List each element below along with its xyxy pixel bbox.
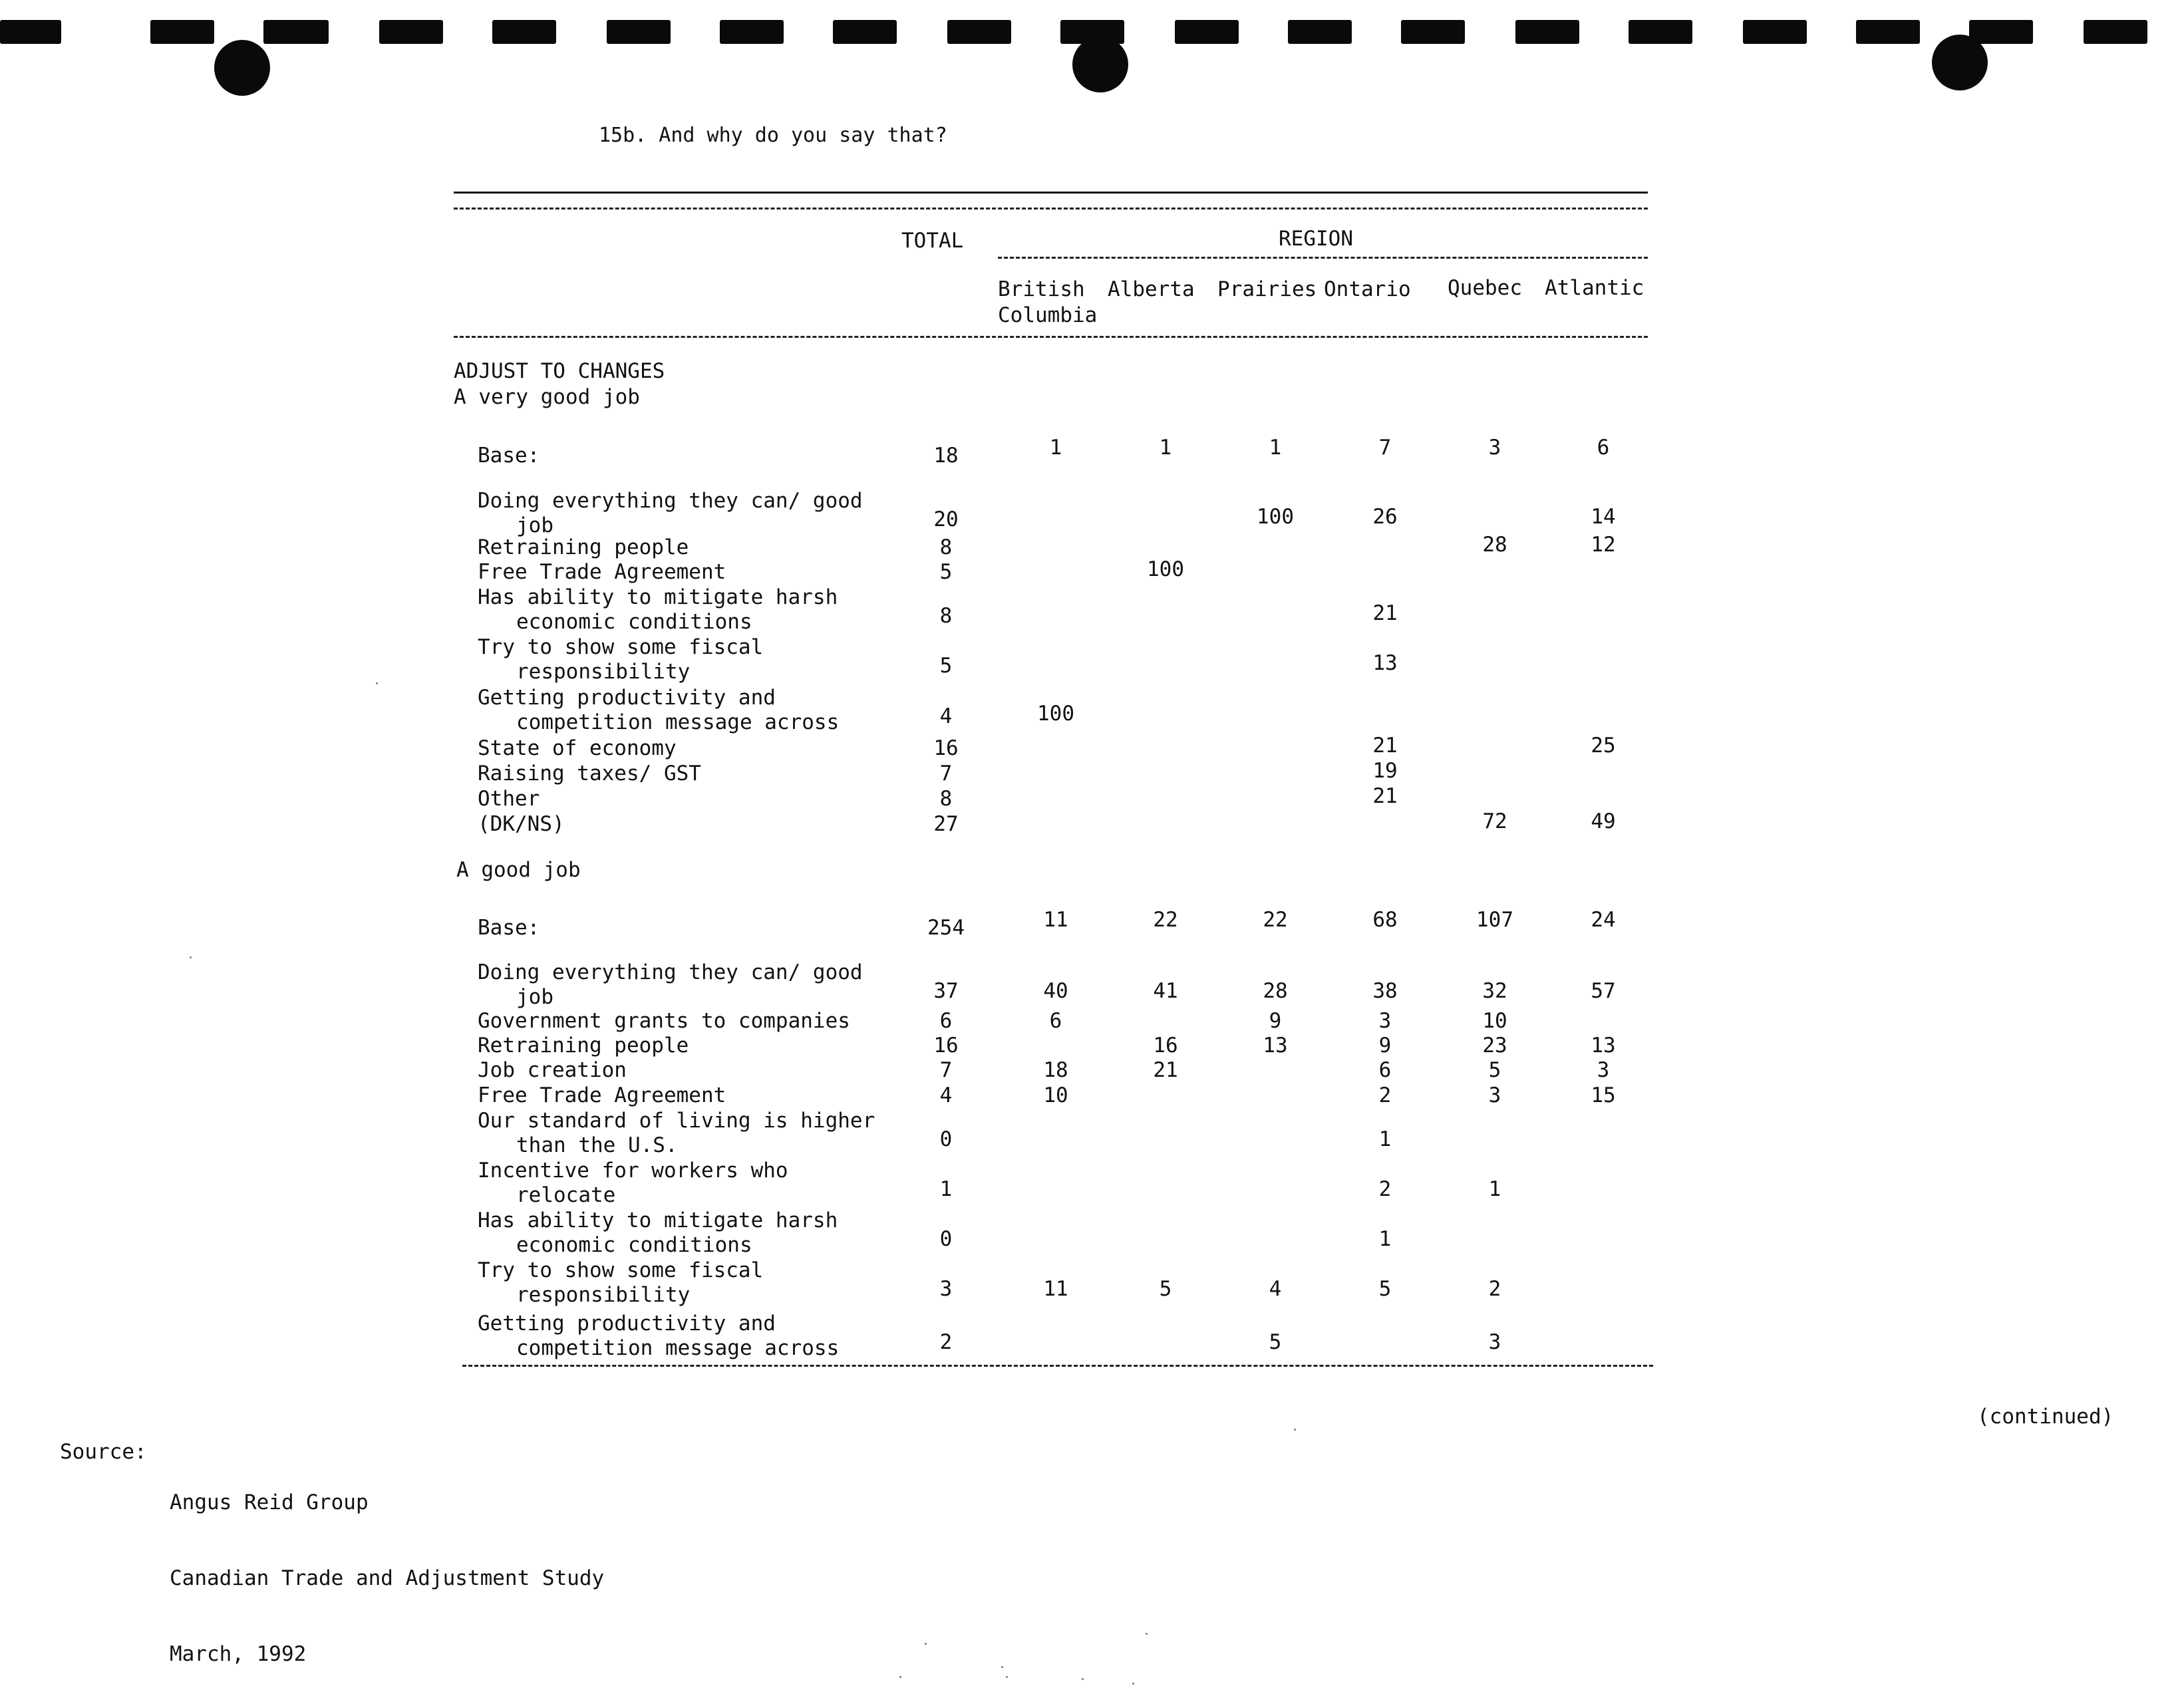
- table-cell: 100: [1037, 702, 1074, 726]
- scan-speck: [376, 682, 378, 684]
- row-label-continued: competition message across: [516, 710, 840, 734]
- row-label: Free Trade Agreement: [478, 1083, 726, 1107]
- scan-speck: [190, 956, 192, 958]
- table-cell: 6: [1049, 1009, 1062, 1033]
- row-label: Doing everything they can/ good: [478, 489, 863, 513]
- table-cell: 28: [1263, 979, 1288, 1003]
- row-label: Try to show some fiscal: [478, 635, 764, 659]
- scan-speck: [1082, 1678, 1084, 1680]
- column-header-quebec: Quebec: [1448, 276, 1522, 300]
- base-value: 24: [1591, 908, 1616, 932]
- source-line: Canadian Trade and Adjustment Study: [170, 1566, 605, 1590]
- row-label: Retraining people: [478, 1034, 689, 1058]
- table-cell: 18: [1043, 1058, 1068, 1082]
- row-label: Getting productivity and: [478, 686, 776, 710]
- row-label: Our standard of living is higher: [478, 1109, 875, 1133]
- table-cell: 1: [1488, 1177, 1501, 1201]
- table-cell: 5: [1378, 1277, 1392, 1301]
- row-label: Job creation: [478, 1058, 627, 1082]
- table-cell: 6: [939, 1009, 953, 1033]
- base-value: 68: [1372, 908, 1398, 932]
- table-cell: 41: [1153, 979, 1178, 1003]
- row-label: Free Trade Agreement: [478, 560, 726, 584]
- table-cell: 2: [1378, 1083, 1392, 1107]
- base-value: 107: [1476, 908, 1513, 932]
- table-cell: 26: [1372, 505, 1398, 529]
- group-title: A good job: [456, 858, 581, 882]
- row-label: State of economy: [478, 736, 677, 760]
- base-label: Base:: [478, 916, 540, 940]
- punch-dash: [833, 20, 897, 44]
- table-cell: 8: [939, 535, 953, 559]
- punch-dash: [492, 20, 556, 44]
- table-cell: 16: [1153, 1034, 1178, 1058]
- table-cell: 7: [939, 762, 953, 785]
- row-label: Doing everything they can/ good: [478, 960, 863, 984]
- scan-speck: [1006, 1676, 1008, 1678]
- table-cell: 1: [1378, 1127, 1392, 1151]
- table-cell: 3: [1488, 1330, 1501, 1354]
- row-label-continued: responsibility: [516, 660, 691, 684]
- total-header: TOTAL: [901, 229, 964, 253]
- row-label: Has ability to mitigate harsh: [478, 1208, 838, 1232]
- table-cell: 0: [939, 1127, 953, 1151]
- table-cell: 5: [1488, 1058, 1501, 1082]
- continued-note: (continued): [1977, 1405, 2114, 1429]
- base-value: 18: [933, 444, 959, 468]
- table-cell: 40: [1043, 979, 1068, 1003]
- table-cell: 11: [1043, 1277, 1068, 1301]
- table-cell: 9: [1269, 1009, 1282, 1033]
- row-label: Other: [478, 787, 540, 811]
- punch-dash: [2084, 20, 2147, 44]
- scan-speck: [1132, 1683, 1134, 1685]
- row-label-continued: economic conditions: [516, 610, 752, 634]
- punch-dash: [1401, 20, 1465, 44]
- top-rule: [454, 192, 1648, 194]
- table-cell: 3: [1488, 1083, 1501, 1107]
- table-cell: 2: [1378, 1177, 1392, 1201]
- base-value: 7: [1378, 436, 1392, 460]
- top-dashed-rule: [454, 208, 1648, 210]
- row-label-continued: economic conditions: [516, 1233, 752, 1257]
- column-header-british-columbia: British Columbia: [998, 277, 1098, 327]
- table-cell: 13: [1372, 651, 1398, 675]
- table-cell: 4: [939, 1083, 953, 1107]
- table-cell: 8: [939, 604, 953, 628]
- header-bottom-rule: [454, 336, 1648, 338]
- row-label: Raising taxes/ GST: [478, 762, 701, 785]
- table-cell: 16: [933, 736, 959, 760]
- punch-dash: [720, 20, 784, 44]
- punch-dash: [1856, 20, 1920, 44]
- base-value: 11: [1043, 908, 1068, 932]
- table-cell: 21: [1372, 734, 1398, 758]
- table-cell: 8: [939, 787, 953, 811]
- region-rule: [998, 257, 1648, 259]
- punch-dash: [0, 20, 61, 44]
- table-cell: 27: [933, 812, 959, 836]
- table-cell: 37: [933, 979, 959, 1003]
- punch-dash: [1175, 20, 1239, 44]
- scan-speck: [1146, 1633, 1148, 1635]
- table-cell: 14: [1591, 505, 1616, 529]
- punch-hole: [1072, 37, 1128, 92]
- question-title: 15b. And why do you say that?: [599, 124, 947, 147]
- punch-hole: [214, 40, 270, 96]
- source-block: [170, 1439, 604, 1692]
- scan-speck: [1294, 1429, 1296, 1431]
- table-cell: 3: [1378, 1009, 1392, 1033]
- punch-hole: [1932, 35, 1988, 90]
- table-cell: 3: [939, 1277, 953, 1301]
- source-line: Angus Reid Group: [170, 1490, 369, 1514]
- base-value: 6: [1597, 436, 1610, 460]
- punch-dash: [379, 20, 443, 44]
- table-cell: 13: [1263, 1034, 1288, 1058]
- table-cell: 15: [1591, 1083, 1616, 1107]
- base-value: 254: [927, 916, 965, 940]
- punch-dash: [1743, 20, 1807, 44]
- table-cell: 20: [933, 507, 959, 531]
- row-label-continued: than the U.S.: [516, 1133, 678, 1157]
- punch-dash: [1629, 20, 1692, 44]
- column-header-alberta: Alberta: [1108, 277, 1195, 301]
- table-cell: 0: [939, 1227, 953, 1251]
- table-cell: 10: [1482, 1009, 1507, 1033]
- table-cell: 3: [1597, 1058, 1610, 1082]
- scan-speck: [899, 1676, 901, 1678]
- table-cell: 10: [1043, 1083, 1068, 1107]
- table-cell: 19: [1372, 759, 1398, 783]
- punch-dash: [947, 20, 1011, 44]
- section-title: ADJUST TO CHANGES: [454, 359, 665, 383]
- punch-dash: [150, 20, 214, 44]
- row-label-continued: responsibility: [516, 1283, 691, 1307]
- table-cell: 23: [1482, 1034, 1507, 1058]
- base-value: 1: [1049, 436, 1062, 460]
- table-cell: 21: [1372, 601, 1398, 625]
- scan-speck: [925, 1643, 927, 1645]
- base-value: 22: [1153, 908, 1178, 932]
- table-cell: 13: [1591, 1034, 1616, 1058]
- base-value: 1: [1269, 436, 1282, 460]
- row-label-continued: job: [516, 985, 553, 1009]
- group-title: A very good job: [454, 385, 640, 409]
- table-cell: 5: [939, 560, 953, 584]
- table-cell: 72: [1482, 809, 1507, 833]
- table-cell: 100: [1257, 505, 1294, 529]
- table-cell: 4: [939, 704, 953, 728]
- table-cell: 5: [1159, 1277, 1172, 1301]
- base-value: 1: [1159, 436, 1172, 460]
- table-cell: 25: [1591, 734, 1616, 758]
- row-label: Try to show some fiscal: [478, 1258, 764, 1282]
- table-cell: 7: [939, 1058, 953, 1082]
- base-label: Base:: [478, 444, 540, 468]
- table-cell: 9: [1378, 1034, 1392, 1058]
- table-cell: 1: [1378, 1227, 1392, 1251]
- row-label-continued: job: [516, 513, 553, 537]
- row-label: (DK/NS): [478, 812, 565, 836]
- column-header-atlantic: Atlantic: [1545, 276, 1644, 300]
- row-label: Has ability to mitigate harsh: [478, 585, 838, 609]
- table-bottom-rule: [462, 1365, 1653, 1367]
- table-cell: 21: [1372, 784, 1398, 808]
- scan-speck: [1001, 1666, 1003, 1668]
- source-label: Source:: [60, 1440, 147, 1464]
- table-cell: 2: [1488, 1277, 1501, 1301]
- table-cell: 16: [933, 1034, 959, 1058]
- base-value: 22: [1263, 908, 1288, 932]
- table-cell: 49: [1591, 809, 1616, 833]
- table-cell: 38: [1372, 979, 1398, 1003]
- source-line: March, 1992: [170, 1642, 307, 1666]
- table-cell: 2: [939, 1330, 953, 1354]
- row-label-continued: relocate: [516, 1183, 616, 1207]
- table-cell: 28: [1482, 533, 1507, 557]
- table-cell: 1: [939, 1177, 953, 1201]
- table-cell: 21: [1153, 1058, 1178, 1082]
- row-label: Incentive for workers who: [478, 1159, 788, 1183]
- region-header: REGION: [1279, 227, 1353, 251]
- table-cell: 5: [939, 654, 953, 678]
- table-cell: 100: [1147, 557, 1184, 581]
- punch-dash: [1288, 20, 1352, 44]
- row-label: Retraining people: [478, 535, 689, 559]
- row-label: Government grants to companies: [478, 1009, 850, 1033]
- table-cell: 5: [1269, 1330, 1282, 1354]
- row-label: Getting productivity and: [478, 1312, 776, 1336]
- row-label-continued: competition message across: [516, 1336, 840, 1360]
- table-cell: 32: [1482, 979, 1507, 1003]
- punch-dash: [1515, 20, 1579, 44]
- table-cell: 57: [1591, 979, 1616, 1003]
- column-header-prairies: Prairies: [1217, 277, 1317, 301]
- column-header-ontario: Ontario: [1324, 277, 1411, 301]
- table-cell: 12: [1591, 533, 1616, 557]
- punch-dash: [1969, 20, 2033, 44]
- punch-dash: [263, 20, 329, 44]
- table-cell: 6: [1378, 1058, 1392, 1082]
- table-cell: 4: [1269, 1277, 1282, 1301]
- base-value: 3: [1488, 436, 1501, 460]
- punch-dash: [607, 20, 671, 44]
